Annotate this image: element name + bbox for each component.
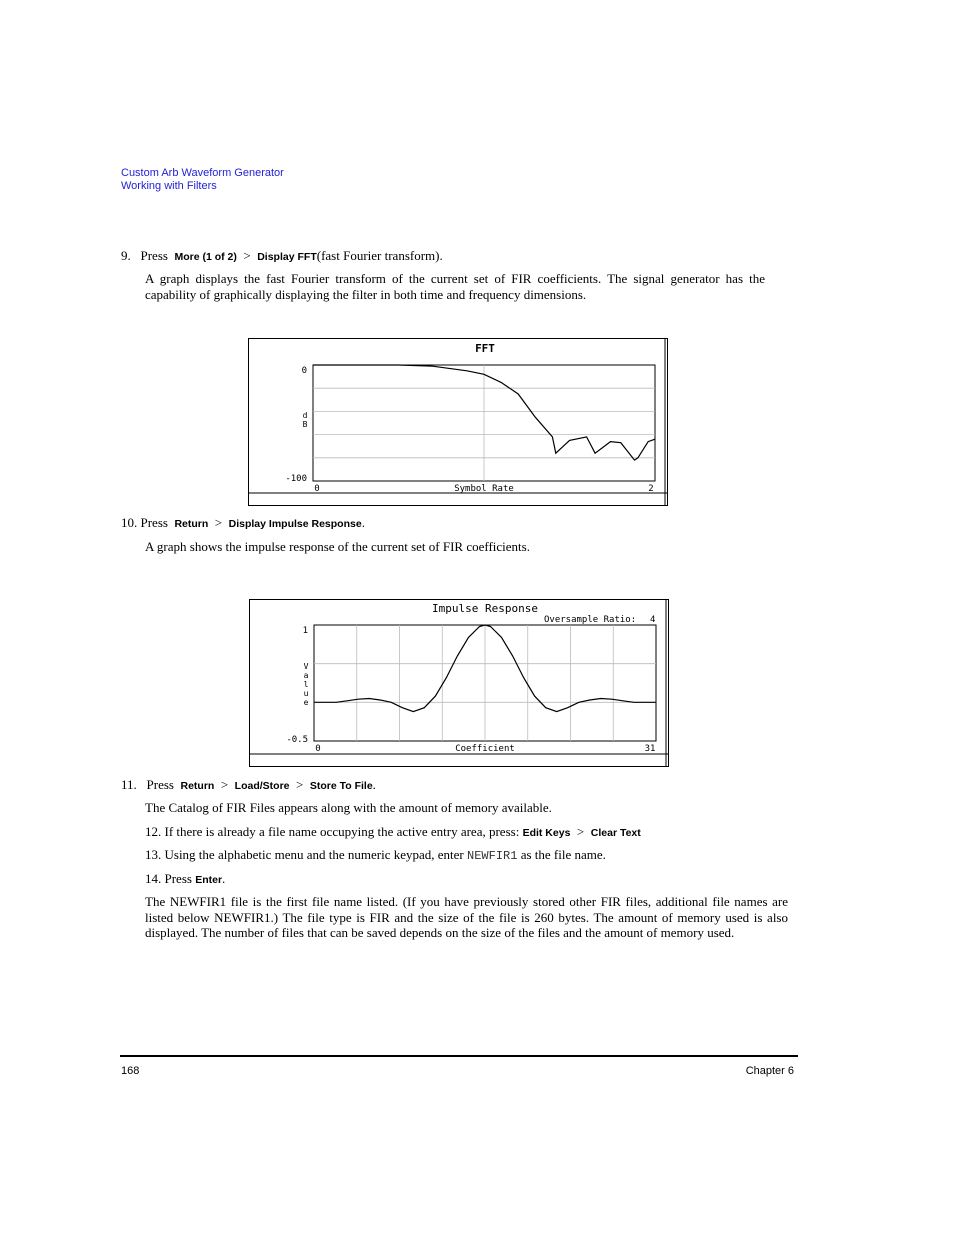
softkey-display-fft: Display FFT: [257, 251, 317, 263]
y-tick-label-top: 0: [301, 366, 307, 376]
step-13-text-pre: 13. Using the alphabetic menu and the numeric keypad, enter: [145, 847, 464, 862]
chart-title: Impulse Response: [432, 602, 538, 615]
press-word: Press: [146, 777, 174, 792]
x-tick-label-right: 2: [648, 484, 654, 494]
impulse-response-chart: [250, 600, 668, 766]
x-tick-label-right: 31: [644, 744, 656, 754]
page-number: 168: [121, 1065, 140, 1077]
step-tail: .: [222, 871, 226, 886]
y-axis-label-char-2: a: [303, 671, 309, 680]
chart-title: FFT: [475, 342, 495, 355]
press-word: Press: [164, 871, 192, 886]
softkey-enter: Enter: [195, 874, 223, 886]
y-axis-label-char-4: u: [303, 689, 309, 698]
separator: >: [576, 824, 585, 839]
step-number: 10.: [121, 515, 138, 530]
step-12-text: 12. If there is already a file name occupying the active entry area, press:: [145, 824, 520, 839]
softkey-display-impulse-response: Display Impulse Response: [228, 518, 362, 530]
y-tick-label-top: 1: [302, 626, 308, 636]
step-11: [121, 777, 376, 794]
y-tick-label-bottom: -0.5: [286, 735, 308, 745]
step-9-description: A graph displays the fast Fourier transform of the current set of FIR coefficients. The signal generator has the capability of graphically displaying the filter in both time and frequency dimensions.: [145, 271, 765, 302]
step-11-description: The Catalog of FIR Files appears along with the amount of memory available.: [145, 800, 552, 815]
y-axis-label-char-2: B: [302, 420, 308, 429]
step-12: [145, 824, 641, 841]
separator: >: [296, 777, 304, 792]
oversample-ratio-label: Oversample Ratio:: [544, 615, 637, 625]
step-14-description: The NEWFIR1 file is the first file name listed. (If you have previously stored other FIR files, additional file names are listed below NEWFIR1.) The file type is FIR and the size of the file is 260 bytes. The amount of memory used is also displayed. The number of files that can be saved depends on the size of the files and the amount of memory used.: [145, 894, 788, 940]
x-tick-label-left: 0: [314, 484, 320, 494]
step-number: 11.: [121, 777, 137, 792]
separator: >: [243, 248, 251, 263]
softkey-load-store: Load/Store: [234, 780, 290, 792]
file-name-code: NEWFIR1: [467, 849, 518, 863]
step-10-description: A graph shows the impulse response of the current set of FIR coefficients.: [145, 539, 530, 554]
step-10: [121, 515, 365, 532]
fft-screen: [248, 338, 668, 506]
softkey-clear-text: Clear Text: [590, 827, 641, 839]
footer-rule: [120, 1055, 798, 1057]
y-axis-label-char-1: d: [302, 411, 308, 420]
fft-chart: [249, 339, 667, 505]
running-header-title: Custom Arb Waveform Generator: [121, 167, 284, 179]
softkey-more: More (1 of 2): [174, 251, 237, 263]
softkey-return: Return: [180, 780, 215, 792]
running-header-section: Working with Filters: [121, 180, 217, 192]
softkey-return: Return: [174, 518, 209, 530]
step-14: [145, 871, 225, 888]
x-axis-label: Coefficient: [455, 744, 515, 754]
separator: >: [220, 777, 229, 792]
softkey-store-to-file: Store To File: [309, 780, 373, 792]
impulse-response-screen: [249, 599, 669, 767]
step-tail: .: [361, 515, 365, 530]
step-tail: .: [372, 777, 376, 792]
y-tick-label-bottom: -100: [285, 474, 307, 484]
y-axis-label-char-5: e: [303, 698, 309, 707]
x-axis-label: Symbol Rate: [454, 484, 514, 494]
step-13-text-post: as the file name.: [520, 847, 606, 862]
y-axis-label-char-1: V: [303, 662, 309, 671]
oversample-ratio-value: 4: [650, 615, 656, 625]
y-axis-label-char-3: l: [303, 680, 309, 689]
chapter-label: Chapter 6: [745, 1065, 794, 1077]
press-word: Press: [140, 515, 168, 530]
step-13: [145, 847, 606, 864]
step-9: [121, 248, 443, 265]
x-tick-label-left: 0: [315, 744, 321, 754]
separator: >: [214, 515, 223, 530]
step-number: 14.: [145, 871, 162, 886]
step-number: 9.: [121, 248, 131, 263]
press-word: Press: [140, 248, 168, 263]
step-tail: (fast Fourier transform).: [316, 248, 443, 263]
softkey-edit-keys: Edit Keys: [522, 827, 571, 839]
